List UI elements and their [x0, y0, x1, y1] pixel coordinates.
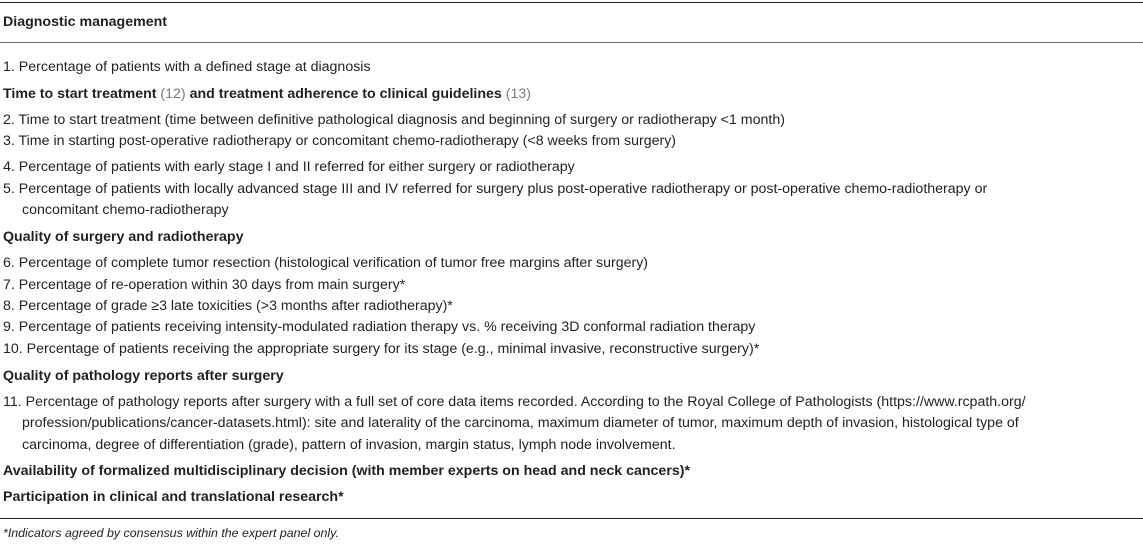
table-header: Diagnostic management: [3, 14, 167, 30]
list-item: 11. Percentage of pathology reports after surgery with a full set of core data items recorded. According to the Royal College of Pathologists (https://www.rcpath.org/: [3, 394, 1026, 410]
list-item: 3. Time in starting post-operative radiotherapy or concomitant chemo-radiotherapy (<8 weeks from surgery): [3, 133, 677, 149]
section-title-time-to-treatment: Time to start treatment (12) and treatment adherence to clinical guidelines (13): [3, 86, 531, 102]
list-item: 5. Percentage of patients with locally advanced stage III and IV referred for surgery plus post-operative radiotherapy or post-operative chemo-radiotherapy or: [3, 181, 988, 197]
list-item: 10. Percentage of patients receiving the appropriate surgery for its stage (e.g., minimal invasive, reconstructive surgery)*: [3, 341, 760, 357]
list-item: 4. Percentage of patients with early stage I and II referred for either surgery or radiotherapy: [3, 159, 575, 175]
list-item: 8. Percentage of grade ≥3 late toxicities (>3 months after radiotherapy)*: [3, 298, 453, 314]
list-item: 2. Time to start treatment (time between definitive pathological diagnosis and beginning of surgery or radiotherapy <1 month): [3, 112, 785, 128]
list-item: 6. Percentage of complete tumor resection (histological verification of tumor free margins after surgery): [3, 255, 649, 271]
list-item: 9. Percentage of patients receiving intensity-modulated radiation therapy vs. % receiving 3D conformal radiation therapy: [3, 319, 756, 335]
list-item-continuation: carcinoma, degree of differentiation (grade), pattern of invasion, margin status, lymph node involvement.: [22, 437, 676, 453]
section-title-research: Participation in clinical and translational research*: [3, 489, 344, 505]
list-item: 1. Percentage of patients with a defined stage at diagnosis: [3, 59, 371, 75]
section-title-multidisciplinary: Availability of formalized multidisciplinary decision (with member experts on head and neck cancers)*: [3, 463, 690, 479]
list-item: 7. Percentage of re-operation within 30 days from main surgery*: [3, 277, 406, 293]
table-header-rule: [0, 42, 1143, 43]
section-title-surgery-radiotherapy: Quality of surgery and radiotherapy: [3, 229, 244, 245]
table-bottom-rule: [0, 518, 1143, 519]
list-item-continuation: profession/publications/cancer-datasets.html): site and laterality of the carcinoma, maximum diameter of tumor, maximum depth of invasion, histological type of: [22, 415, 1019, 431]
table-top-rule: [0, 2, 1143, 3]
section-title-pathology-reports: Quality of pathology reports after surgery: [3, 368, 284, 384]
list-item-continuation: concomitant chemo-radiotherapy: [22, 202, 229, 218]
table-footnote: *Indicators agreed by consensus within the expert panel only.: [3, 526, 339, 540]
